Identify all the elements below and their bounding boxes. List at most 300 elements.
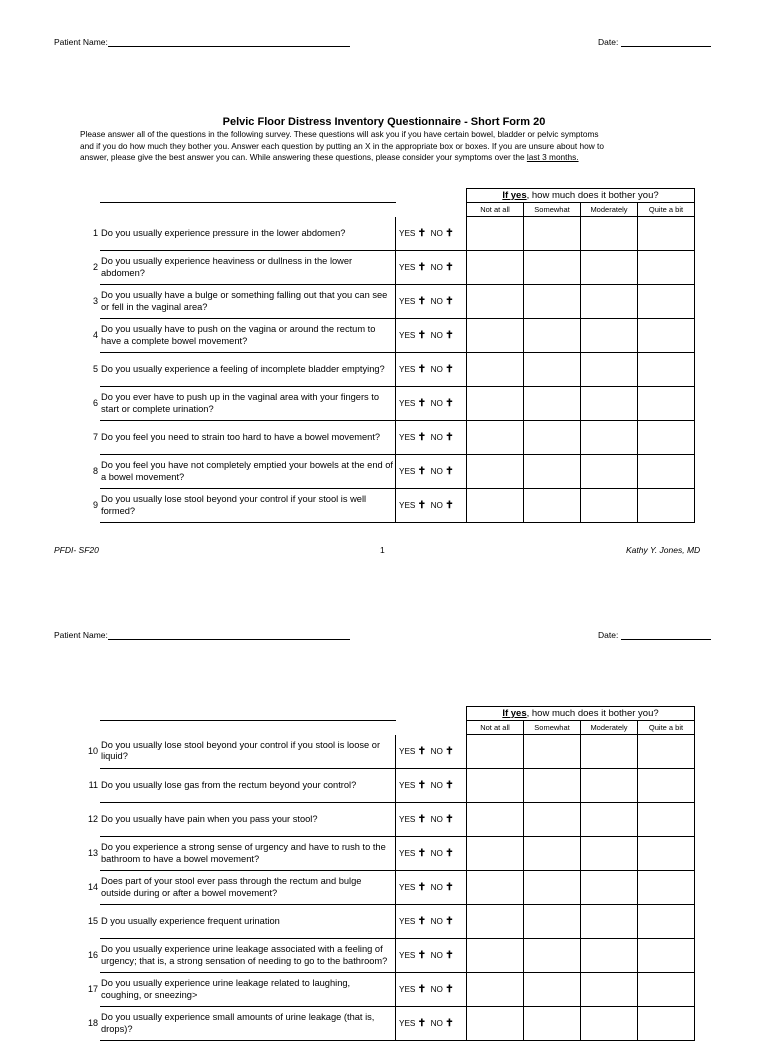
- question-number: 15: [87, 915, 98, 926]
- yes-option[interactable]: [399, 1019, 426, 1028]
- question-number: 8: [92, 465, 98, 476]
- no-label: NO: [430, 746, 443, 756]
- question-number: 1: [92, 227, 98, 238]
- yes-label: YES: [399, 432, 416, 442]
- yes-checkbox-icon[interactable]: ✝: [417, 745, 427, 757]
- answer-box[interactable]: [581, 421, 638, 455]
- answer-box[interactable]: [467, 251, 524, 285]
- yes-option[interactable]: [399, 365, 426, 374]
- question-number: 11: [88, 779, 98, 790]
- answer-box[interactable]: [467, 905, 524, 939]
- yes-no-options: [396, 837, 467, 871]
- yes-label: YES: [399, 500, 416, 510]
- question-text-content: Does part of your stool ever pass through the rectum and bulge outside during or after a bowel movement?: [101, 876, 362, 898]
- question-number: 5: [92, 363, 98, 374]
- answer-box[interactable]: [467, 769, 524, 803]
- answer-box[interactable]: [638, 387, 695, 421]
- no-option[interactable]: [431, 781, 454, 790]
- question-text-content: Do you feel you have not completely emptied your bowels at the end of a bowel movement?: [101, 460, 393, 482]
- question-text-content: Do you feel you need to strain too hard to have a bowel movement?: [101, 431, 381, 442]
- yes-label: YES: [399, 466, 416, 476]
- answer-box[interactable]: [524, 871, 581, 905]
- answer-box[interactable]: [638, 905, 695, 939]
- table-row: [80, 973, 695, 1007]
- answer-box[interactable]: [467, 455, 524, 489]
- yes-option[interactable]: [399, 433, 426, 442]
- no-option[interactable]: [431, 1019, 454, 1028]
- no-label: NO: [430, 228, 443, 238]
- instructions-line-2: and if you do how much they bother you. Answer each question by putting an X in the appropriate box or boxes. If you are unsure about how to: [80, 140, 604, 151]
- answer-box[interactable]: [524, 319, 581, 353]
- yes-label: YES: [399, 364, 416, 374]
- date-label: Date:: [598, 630, 619, 640]
- no-checkbox-icon[interactable]: ✝: [445, 745, 454, 757]
- question-text-content: Do you usually have pain when you pass your stool?: [101, 813, 318, 824]
- answer-box[interactable]: [524, 939, 581, 973]
- if-yes-rest: , how much does it bother you?: [526, 189, 659, 201]
- question-number: 9: [92, 499, 98, 510]
- yes-checkbox-icon[interactable]: ✝: [417, 949, 427, 961]
- table-row: [80, 939, 695, 973]
- yes-checkbox-icon[interactable]: ✝: [417, 847, 427, 859]
- no-option[interactable]: [431, 467, 454, 476]
- yes-no-options: [396, 905, 467, 939]
- yes-checkbox-icon[interactable]: ✝: [417, 915, 427, 927]
- table-row: [80, 251, 695, 285]
- no-checkbox-icon[interactable]: ✝: [445, 779, 454, 791]
- yes-label: YES: [399, 228, 416, 238]
- yes-no-options: [396, 769, 467, 803]
- answer-box[interactable]: [467, 939, 524, 973]
- yes-no-options: [396, 489, 467, 523]
- answer-box[interactable]: [524, 769, 581, 803]
- yes-option[interactable]: [399, 781, 426, 790]
- answer-box[interactable]: [581, 353, 638, 387]
- question-number: 10: [87, 745, 98, 756]
- question-number: 13: [87, 847, 98, 858]
- questions-table-page-2: [80, 706, 695, 1041]
- no-checkbox-icon[interactable]: ✝: [445, 397, 454, 409]
- no-label: NO: [430, 780, 443, 790]
- answer-box[interactable]: [638, 353, 695, 387]
- answer-box[interactable]: [467, 421, 524, 455]
- no-checkbox-icon[interactable]: ✝: [445, 227, 454, 239]
- question-text-content: Do you usually have to push on the vagina or around the rectum to have a complete bowel movement?: [101, 324, 376, 346]
- no-checkbox-icon[interactable]: ✝: [445, 329, 454, 341]
- question-number: 7: [92, 431, 98, 442]
- instructions: [80, 129, 690, 164]
- answer-box[interactable]: [638, 939, 695, 973]
- yes-no-options: [396, 973, 467, 1007]
- question-text-content: Do you usually experience urine leakage related to laughing, coughing, or sneezing>: [101, 978, 351, 1000]
- column-header: Quite a bit: [638, 721, 695, 735]
- answer-box[interactable]: [467, 837, 524, 871]
- column-header: Not at all: [467, 203, 524, 217]
- question-text: [100, 905, 396, 939]
- yes-option[interactable]: [399, 263, 426, 272]
- answer-box[interactable]: [524, 489, 581, 523]
- answer-box[interactable]: [467, 285, 524, 319]
- yes-option[interactable]: [399, 399, 426, 408]
- no-option[interactable]: [431, 985, 454, 994]
- no-option[interactable]: [431, 399, 454, 408]
- no-option[interactable]: [431, 263, 454, 272]
- answer-box[interactable]: [581, 803, 638, 837]
- column-header: Somewhat: [524, 721, 581, 735]
- instructions-line-3: [80, 152, 690, 164]
- patient-name-row-page-2: [54, 630, 350, 640]
- no-checkbox-icon[interactable]: ✝: [445, 915, 454, 927]
- footer-page-number: 1: [380, 545, 385, 555]
- table-row: [80, 421, 695, 455]
- no-option[interactable]: [431, 297, 454, 306]
- yes-option[interactable]: [399, 849, 426, 858]
- yes-checkbox-icon[interactable]: ✝: [417, 813, 427, 825]
- answer-box[interactable]: [581, 939, 638, 973]
- yes-label: YES: [399, 984, 416, 994]
- no-option[interactable]: [431, 229, 454, 238]
- question-text-content: Do you usually experience heaviness or dullness in the lower abdomen?: [101, 256, 353, 278]
- no-checkbox-icon[interactable]: ✝: [445, 295, 454, 307]
- yes-no-options: [396, 939, 467, 973]
- column-header: Moderately: [581, 203, 638, 217]
- patient-name-field[interactable]: [108, 37, 350, 47]
- answer-box[interactable]: [467, 973, 524, 1007]
- footer-author: Kathy Y. Jones, MD: [626, 545, 701, 555]
- no-option[interactable]: [431, 501, 454, 510]
- question-number: 17: [87, 983, 98, 994]
- question-text: [100, 973, 396, 1007]
- question-text-content: Do you usually lose gas from the rectum beyond your control?: [101, 779, 357, 790]
- question-text-content: D you usually experience frequent urination: [101, 915, 280, 926]
- if-yes-label: If yes: [502, 189, 527, 201]
- answer-box[interactable]: [524, 905, 581, 939]
- question-number: 2: [92, 261, 98, 272]
- no-label: NO: [430, 330, 443, 340]
- yes-checkbox-icon[interactable]: ✝: [417, 295, 427, 307]
- no-label: NO: [430, 296, 443, 306]
- answer-box[interactable]: [524, 251, 581, 285]
- no-label: NO: [430, 950, 443, 960]
- no-checkbox-icon[interactable]: ✝: [445, 881, 454, 893]
- question-number: 16: [87, 949, 98, 960]
- answer-box[interactable]: [524, 285, 581, 319]
- table-row: [80, 319, 695, 353]
- no-label: NO: [430, 262, 443, 272]
- date-row: [598, 37, 711, 47]
- answer-box[interactable]: [638, 973, 695, 1007]
- question-text: [100, 217, 396, 251]
- question-text: [100, 803, 396, 837]
- answer-box[interactable]: [638, 735, 695, 769]
- yes-label: YES: [399, 814, 416, 824]
- answer-box[interactable]: [524, 735, 581, 769]
- no-label: NO: [430, 398, 443, 408]
- question-text: [100, 455, 396, 489]
- yes-label: YES: [399, 1018, 416, 1028]
- yes-checkbox-icon[interactable]: ✝: [417, 779, 427, 791]
- question-text: [100, 421, 396, 455]
- yes-option[interactable]: [399, 297, 426, 306]
- question-text-content: Do you usually have a bulge or something falling out that you can see or fell in the vaginal area?: [101, 290, 388, 312]
- no-label: NO: [430, 916, 443, 926]
- yes-checkbox-icon[interactable]: ✝: [417, 397, 427, 409]
- no-label: NO: [430, 984, 443, 994]
- yes-label: YES: [399, 848, 416, 858]
- answer-box[interactable]: [581, 769, 638, 803]
- no-option[interactable]: [431, 917, 454, 926]
- answer-box[interactable]: [638, 251, 695, 285]
- answer-box[interactable]: [638, 803, 695, 837]
- yes-checkbox-icon[interactable]: ✝: [417, 499, 427, 511]
- no-checkbox-icon[interactable]: ✝: [445, 431, 454, 443]
- yes-option[interactable]: [399, 467, 426, 476]
- answer-box[interactable]: [638, 871, 695, 905]
- yes-no-options: [396, 871, 467, 905]
- yes-no-options: [396, 803, 467, 837]
- table-row: [80, 905, 695, 939]
- yes-label: YES: [399, 950, 416, 960]
- yes-option[interactable]: [399, 747, 426, 756]
- question-text-content: Do you usually experience small amounts of urine leakage (that is, drops)?: [101, 1012, 375, 1034]
- no-label: NO: [430, 466, 443, 476]
- answer-box[interactable]: [638, 489, 695, 523]
- answer-box[interactable]: [638, 455, 695, 489]
- answer-box[interactable]: [524, 421, 581, 455]
- no-option[interactable]: [431, 849, 454, 858]
- yes-no-options: [396, 319, 467, 353]
- yes-label: YES: [399, 746, 416, 756]
- question-number: 6: [92, 397, 98, 408]
- no-label: NO: [430, 432, 443, 442]
- table-row: [80, 455, 695, 489]
- yes-label: YES: [399, 296, 416, 306]
- instructions-line-3-text: answer, please give the best answer you can. While answering these questions, please consider your symptoms over the: [80, 152, 527, 162]
- no-checkbox-icon[interactable]: ✝: [445, 1017, 454, 1029]
- yes-no-options: [396, 455, 467, 489]
- question-text: [100, 735, 396, 769]
- no-option[interactable]: [431, 747, 454, 756]
- question-text-content: Do you experience a strong sense of urgency and have to rush to the bathroom to have a bowel movement?: [101, 842, 386, 864]
- date-field[interactable]: [621, 37, 711, 47]
- answer-box[interactable]: [581, 735, 638, 769]
- date-field[interactable]: [621, 630, 711, 640]
- yes-checkbox-icon[interactable]: ✝: [417, 363, 427, 375]
- yes-label: YES: [399, 780, 416, 790]
- yes-checkbox-icon[interactable]: ✝: [417, 465, 427, 477]
- question-text: [100, 837, 396, 871]
- table-row: [80, 285, 695, 319]
- patient-name-label: Patient Name:: [54, 630, 108, 640]
- no-label: NO: [430, 882, 443, 892]
- answer-box[interactable]: [524, 837, 581, 871]
- yes-option[interactable]: [399, 951, 426, 960]
- question-text: [100, 489, 396, 523]
- answer-box[interactable]: [581, 251, 638, 285]
- answer-box[interactable]: [581, 837, 638, 871]
- yes-no-options: [396, 285, 467, 319]
- table-row: [80, 217, 695, 251]
- yes-no-options: [396, 387, 467, 421]
- answer-box[interactable]: [524, 353, 581, 387]
- yes-checkbox-icon[interactable]: ✝: [417, 983, 427, 995]
- yes-option[interactable]: [399, 985, 426, 994]
- instructions-line-1: Please answer all of the questions in the following survey. These questions will ask you if you have certain bowel, bladder or pelvic symptoms: [80, 129, 599, 139]
- column-header: Somewhat: [524, 203, 581, 217]
- no-option[interactable]: [431, 331, 454, 340]
- no-label: NO: [430, 1018, 443, 1028]
- no-label: NO: [430, 848, 443, 858]
- no-checkbox-icon[interactable]: ✝: [445, 949, 454, 961]
- yes-no-options: [396, 735, 467, 769]
- answer-box[interactable]: [524, 217, 581, 251]
- column-header: Moderately: [581, 721, 638, 735]
- question-number: 4: [92, 329, 98, 340]
- table-row: [80, 803, 695, 837]
- no-checkbox-icon[interactable]: ✝: [445, 363, 454, 375]
- answer-box[interactable]: [638, 285, 695, 319]
- question-text: [100, 353, 396, 387]
- yes-no-options: [396, 353, 467, 387]
- answer-box[interactable]: [467, 735, 524, 769]
- no-label: NO: [430, 814, 443, 824]
- table-row: [80, 387, 695, 421]
- answer-box[interactable]: [467, 319, 524, 353]
- answer-box[interactable]: [581, 973, 638, 1007]
- no-option[interactable]: [431, 433, 454, 442]
- no-checkbox-icon[interactable]: ✝: [445, 983, 454, 995]
- answer-box[interactable]: [581, 387, 638, 421]
- yes-label: YES: [399, 330, 416, 340]
- no-option[interactable]: [431, 365, 454, 374]
- answer-box[interactable]: [638, 769, 695, 803]
- answer-box[interactable]: [467, 353, 524, 387]
- no-option[interactable]: [431, 883, 454, 892]
- answer-box[interactable]: [581, 905, 638, 939]
- question-text-content: Do you usually lose stool beyond your control if you stool is loose or liquid?: [101, 739, 381, 762]
- yes-checkbox-icon[interactable]: ✝: [417, 1017, 427, 1029]
- answer-box[interactable]: [524, 455, 581, 489]
- column-header: Quite a bit: [638, 203, 695, 217]
- question-text: [100, 871, 396, 905]
- no-checkbox-icon[interactable]: ✝: [445, 465, 454, 477]
- column-header: Not at all: [467, 721, 524, 735]
- question-text: [100, 939, 396, 973]
- answer-box[interactable]: [467, 871, 524, 905]
- yes-option[interactable]: [399, 331, 426, 340]
- question-text: [100, 769, 396, 803]
- patient-name-row: [54, 37, 350, 47]
- question-number: 14: [87, 881, 98, 892]
- footer-form-id: PFDI- SF20: [54, 545, 99, 555]
- if-yes-rest: , how much does it bother you?: [526, 707, 659, 719]
- answer-box[interactable]: [638, 421, 695, 455]
- yes-no-options: [396, 217, 467, 251]
- if-yes-header: [467, 189, 695, 203]
- yes-no-options: [396, 251, 467, 285]
- no-checkbox-icon[interactable]: ✝: [445, 261, 454, 273]
- question-number: 3: [92, 295, 98, 306]
- no-label: NO: [430, 500, 443, 510]
- answer-box[interactable]: [638, 217, 695, 251]
- answer-box[interactable]: [467, 217, 524, 251]
- if-yes-header: [467, 707, 695, 721]
- questions-table-page-1: [80, 188, 695, 523]
- answer-box[interactable]: [581, 319, 638, 353]
- no-label: NO: [430, 364, 443, 374]
- table-row: [80, 837, 695, 871]
- table-row: [80, 353, 695, 387]
- page-title: Pelvic Floor Distress Inventory Questionnaire - Short Form 20: [222, 116, 546, 128]
- question-text: [100, 387, 396, 421]
- table-row: [80, 871, 695, 905]
- no-option[interactable]: [431, 951, 454, 960]
- yes-label: YES: [399, 398, 416, 408]
- if-yes-label: If yes: [502, 707, 527, 719]
- yes-option[interactable]: [399, 229, 426, 238]
- yes-option[interactable]: [399, 917, 426, 926]
- yes-checkbox-icon[interactable]: ✝: [417, 329, 427, 341]
- question-text-content: Do you usually experience urine leakage associated with a feeling of urgency; that is, a strong sensation of needing to go to the bathroom?: [101, 944, 388, 966]
- yes-checkbox-icon[interactable]: ✝: [417, 881, 427, 893]
- question-text: [100, 251, 396, 285]
- answer-box[interactable]: [524, 803, 581, 837]
- answer-box[interactable]: [524, 387, 581, 421]
- date-label: Date:: [598, 37, 619, 47]
- instructions-emphasis: last 3 months.: [526, 152, 579, 162]
- yes-option[interactable]: [399, 815, 426, 824]
- question-text: [100, 285, 396, 319]
- table-row: [80, 769, 695, 803]
- question-text-content: Do you usually experience a feeling of incomplete bladder emptying?: [101, 363, 385, 374]
- no-checkbox-icon[interactable]: ✝: [445, 813, 454, 825]
- answer-box[interactable]: [467, 387, 524, 421]
- yes-option[interactable]: [399, 883, 426, 892]
- answer-box[interactable]: [467, 489, 524, 523]
- answer-box[interactable]: [467, 803, 524, 837]
- table-row: [80, 735, 695, 769]
- question-text-content: Do you usually experience pressure in the lower abdomen?: [101, 227, 346, 238]
- answer-box[interactable]: [524, 973, 581, 1007]
- yes-label: YES: [399, 916, 416, 926]
- no-checkbox-icon[interactable]: ✝: [445, 847, 454, 859]
- yes-checkbox-icon[interactable]: ✝: [417, 261, 427, 273]
- answer-box[interactable]: [638, 319, 695, 353]
- question-text-content: Do you ever have to push up in the vaginal area with your fingers to start or complete urination?: [101, 392, 380, 414]
- answer-box[interactable]: [581, 489, 638, 523]
- date-row-page-2: [598, 630, 711, 640]
- answer-box[interactable]: [581, 455, 638, 489]
- yes-checkbox-icon[interactable]: ✝: [417, 431, 427, 443]
- answer-box[interactable]: [581, 871, 638, 905]
- yes-option[interactable]: [399, 501, 426, 510]
- answer-box[interactable]: [581, 285, 638, 319]
- yes-no-options: [396, 421, 467, 455]
- question-text: [100, 319, 396, 353]
- table-row: [80, 489, 695, 523]
- yes-checkbox-icon[interactable]: ✝: [417, 227, 427, 239]
- question-text-content: Do you usually lose stool beyond your control if your stool is well formed?: [101, 494, 367, 516]
- yes-label: YES: [399, 882, 416, 892]
- answer-box[interactable]: [581, 217, 638, 251]
- no-option[interactable]: [431, 815, 454, 824]
- question-number: 18: [87, 1017, 98, 1028]
- no-checkbox-icon[interactable]: ✝: [445, 499, 454, 511]
- patient-name-field[interactable]: [108, 630, 350, 640]
- answer-box[interactable]: [638, 837, 695, 871]
- yes-label: YES: [399, 262, 416, 272]
- patient-name-label: Patient Name:: [54, 37, 108, 47]
